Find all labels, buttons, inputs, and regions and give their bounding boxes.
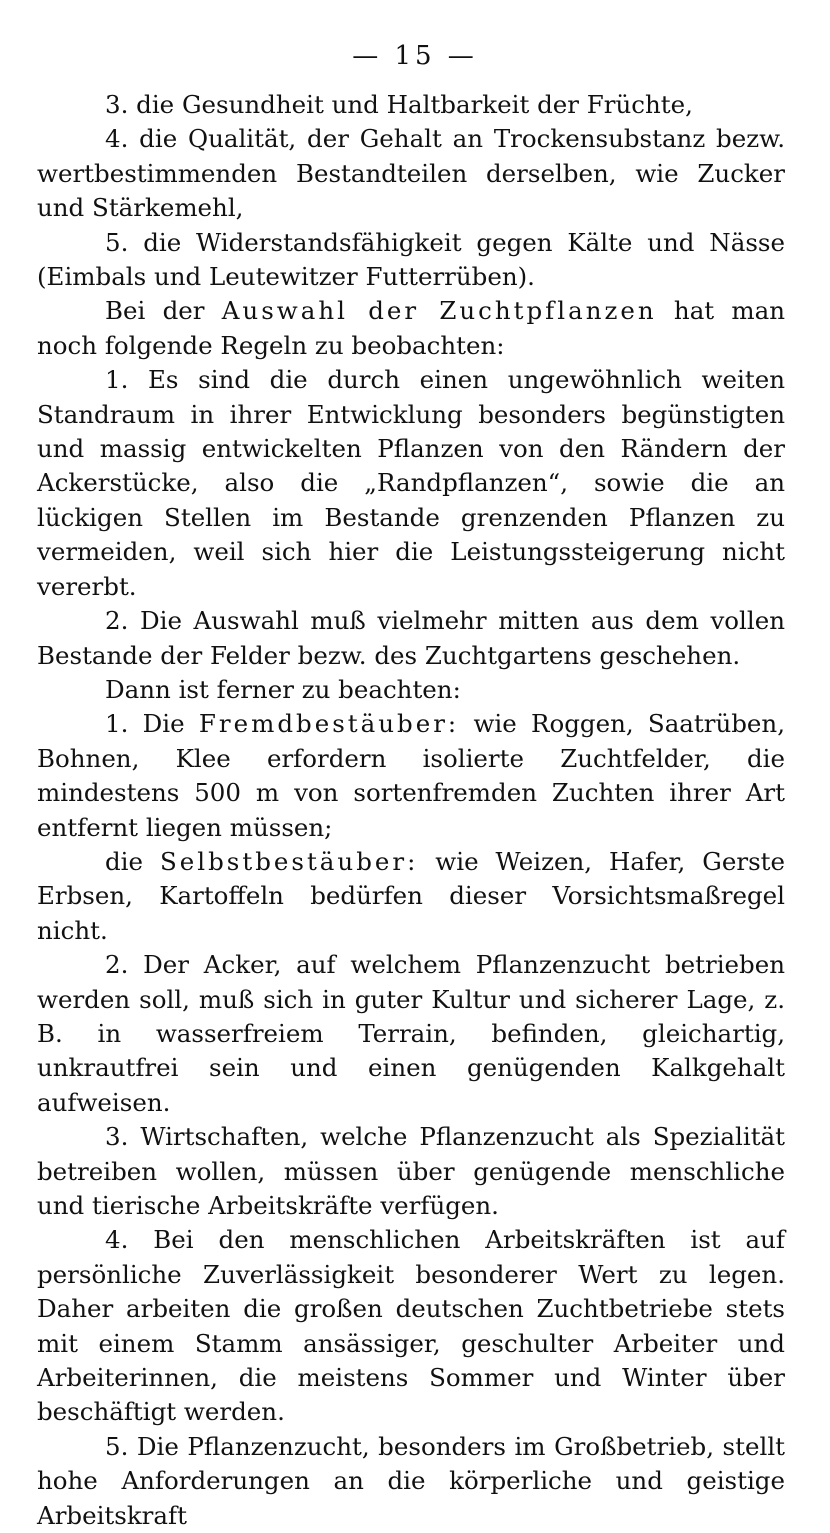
emphasized-term: Selbstbestäuber: — [159, 846, 419, 876]
body-text — [37, 88, 785, 1533]
paragraph-health: 3. die Gesundheit und Haltbarkeit der Früchte, — [105, 90, 693, 119]
paragraph-field: 2. Der Acker, auf welchem Pflanzenzucht betrieben werden soll, muß sich in guter Kultur und sicherer Lage, z. B. in wasserfreiem Terrain, befinden, gleichartig, unkrautfrei sein und einen genügenden Kalkgehalt aufweisen. — [37, 950, 785, 1117]
paragraph-resistance: 5. die Widerstandsfähigkeit gegen Kälte und Nässe (Eimbals und Leutewitzer Futterrüben). — [37, 227, 785, 292]
text-run: die — [105, 846, 160, 876]
paragraph-workers: 4. Bei den menschlichen Arbeitskräften ist auf persönliche Zuverlässigkeit besonderer Wert zu legen. Daher arbeiten die großen deutschen Zuchtbetriebe stets mit einem Stamm ansässiger, geschulter Arbeiter und Arbeiterinnen, die meistens Sommer und Winter über beschäftigt werden. — [37, 1225, 785, 1427]
paragraph-selection-intro — [37, 294, 785, 363]
emphasized-term: Fremdbestäuber: — [198, 709, 460, 739]
text-run: Bei der — [105, 296, 222, 326]
paragraph-self-pollinators — [37, 845, 785, 948]
paragraph-quality: 4. die Qualität, der Gehalt an Trockensubstanz bezw. wertbestimmenden Bestandteilen derselben, wie Zucker und Stärkemehl, — [37, 124, 785, 223]
paragraph-demands: 5. Die Pflanzenzucht, besonders im Großbetrieb, stellt hohe Anforderungen an die körperliche und geistige Arbeitskraft — [37, 1431, 785, 1530]
paragraph-rule-1: 1. Es sind die durch einen ungewöhnlich weiten Standraum in ihrer Entwicklung besonders begünstigten und massig entwickelten Pflanzen von den Rändern der Ackerstücke, also die „Randpflanzen“, sowie die an lückigen Stellen im Bestande grenzenden Pflanzen zu vermeiden, weil sich hier die Leistungssteigerung nicht vererbt. — [37, 365, 785, 601]
paragraph-farms: 3. Wirtschaften, welche Pflanzenzucht als Spezialität betreiben wollen, müssen über genügende menschliche und tierische Arbeitskräfte verfügen. — [37, 1122, 785, 1220]
emphasized-term: Auswahl der Zuchtpflanzen — [221, 296, 657, 326]
text-run: hat man noch folgende Regeln zu beobachten: — [37, 296, 786, 360]
text-run: wie Weizen, Hafer, Gerste Erbsen, Kartoffeln bedürfen dieser Vorsichtsmaßregel nicht. — [37, 846, 786, 945]
paragraph-further-intro: Dann ist ferner zu beachten: — [105, 674, 461, 704]
paragraph-cross-pollinators — [37, 707, 785, 845]
page-number: — 15 — — [352, 41, 478, 71]
text-run: 1. Die — [105, 709, 199, 739]
paragraph-rule-2: 2. Die Auswahl muß vielmehr mitten aus dem vollen Bestande der Felder bezw. des Zuchtgartens geschehen. — [37, 606, 785, 670]
text-run: wie Roggen, Saatrüben, Bohnen, Klee erfordern isolierte Zuchtfelder, die mindestens 500 m von sortenfremden Zuchten ihrer Art entfernt liegen müssen; — [37, 709, 785, 842]
